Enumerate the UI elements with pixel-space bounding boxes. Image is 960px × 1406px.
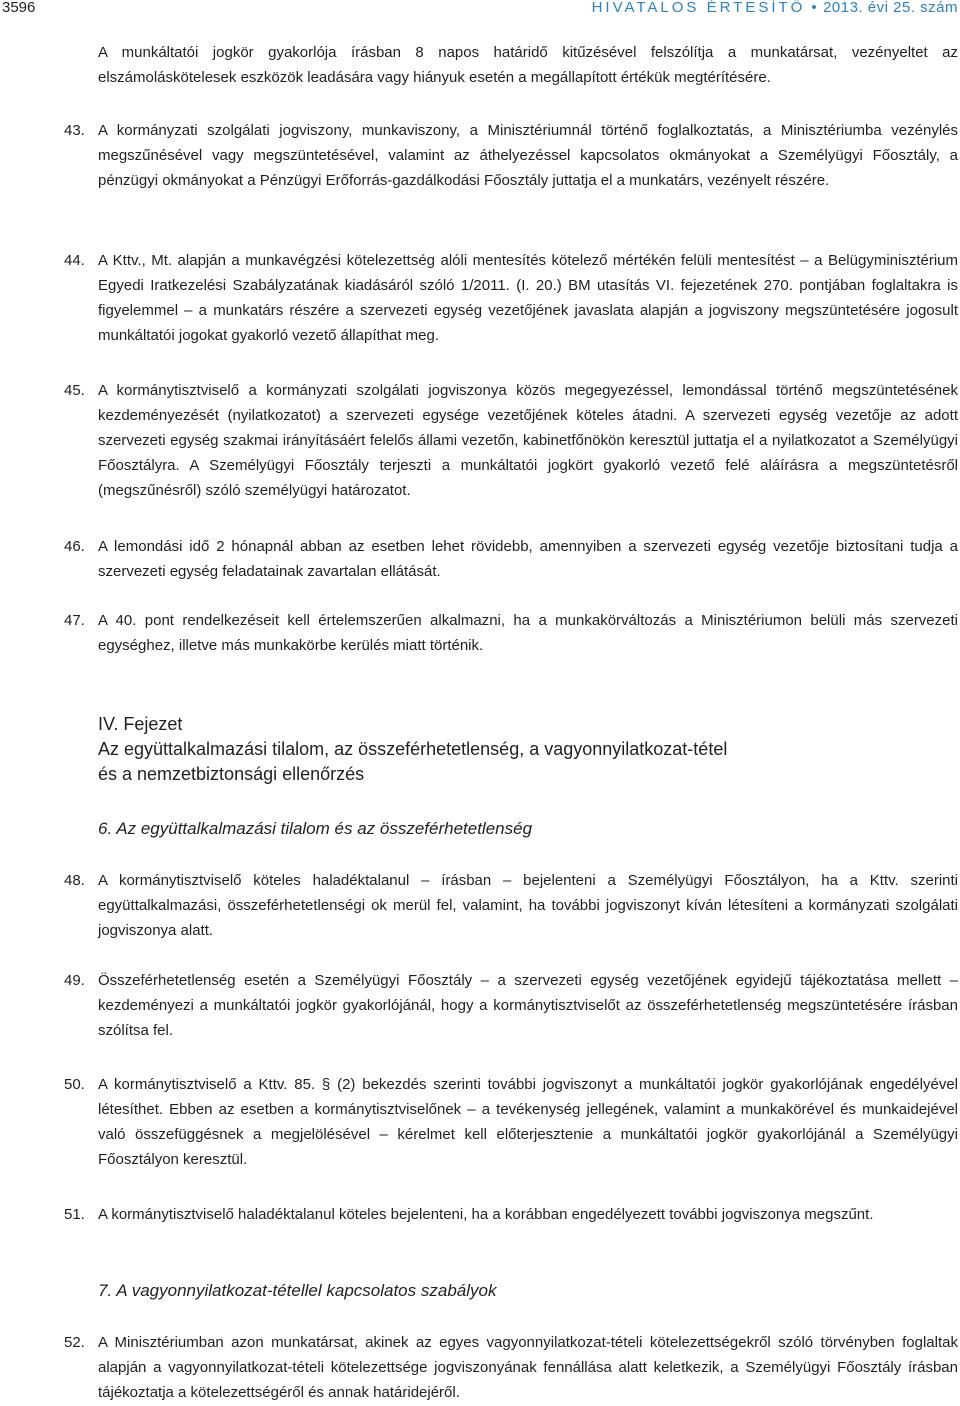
item-text: A kormányzati szolgálati jogviszony, munkaviszony, a Minisztériumnál történő foglalkoztatás, a Minisztériumba vezénylés megszűnésével vagy megszüntetésével, valamint az áthelyezéssel kapcsolatos okmányokat a Személyügyi Főosztály, a pénzügyi okmányokat a Pénzügyi Erőforrás-gazdálkodási Főosztály juttatja el a munkatárs, vezényelt részére. bbox=[98, 122, 958, 189]
item-number: 49. bbox=[64, 972, 85, 989]
page-header bbox=[0, 0, 960, 22]
section-7-title: 7. A vagyonnyilatkozat-tétellel kapcsolatos szabályok bbox=[98, 1281, 497, 1300]
chapter-number: IV. Fejezet bbox=[98, 714, 183, 734]
intro-paragraph: A munkáltatói jogkör gyakorlója írásban 8 napos határidő kitűzésével felszólítja a munkatársat, vezényeltet az elszámoláskötelesek eszközök leadására vagy hiányuk esetén a megállapított értékük megtérítésére. bbox=[98, 44, 958, 86]
list-item-43 bbox=[64, 118, 958, 193]
journal-title: HIVATALOS ÉRTESÍTŐ bbox=[591, 0, 806, 16]
list-item-47 bbox=[64, 608, 958, 658]
list-item-44 bbox=[64, 248, 958, 348]
item-text: A kormánytisztviselő a kormányzati szolgálati jogviszonya közös megegyezéssel, lemondással történő megszüntetésének kezdeményezését (nyilatkozatot) a szervezeti egysége vezetőjének köteles átadni. A szervezeti egység vezetője az adott szervezeti egység szakmai irányításáért felelős állami vezetőn, kabinetfőnökön keresztül juttatja el a nyilatkozatot a Személyügyi Főosztályra. A Személyügyi Főosztály terjeszti a munkáltatói jogkört gyakorló vezető felé aláírásra a megszüntetésről (megszűnésről) szóló személyügyi határozatot. bbox=[98, 382, 958, 499]
item-number: 46. bbox=[64, 538, 85, 555]
issue-label: 2013. évi 25. szám bbox=[823, 0, 958, 16]
item-text: A kormánytisztviselő a Kttv. 85. § (2) bekezdés szerinti további jogviszonyt a munkáltatói jogkör gyakorlójának engedélyével létesíthet. Ebben az esetben a kormánytisztviselőnek – a tevékenység jellegének, valamint a munkakörével és munkaidejével való összefüggésnek a megjelölésével – kérelmet kell előterjesztenie a munkáltatói jogkör gyakorlójánál a Személyügyi Főosztályon keresztül. bbox=[98, 1076, 958, 1168]
running-head bbox=[592, 0, 958, 15]
item-number: 47. bbox=[64, 612, 85, 629]
list-item-49 bbox=[64, 968, 958, 1043]
page-number: 3596 bbox=[2, 0, 36, 16]
item-text: A lemondási idő 2 hónapnál abban az esetben lehet rövidebb, amennyiben a szervezeti egység vezetője biztosítani tudja a szervezeti egység feladatainak zavartalan ellátását. bbox=[98, 538, 958, 580]
chapter-heading bbox=[98, 712, 958, 787]
item-number: 48. bbox=[64, 872, 85, 889]
item-text: A 40. pont rendelkezéseit kell értelemszerűen alkalmazni, ha a munkakörváltozás a Minisztériumon belüli más szervezeti egységhez, illetve más munkakörbe kerülés miatt történik. bbox=[98, 612, 958, 654]
chapter-title-line2: és a nemzetbiztonsági ellenőrzés bbox=[98, 764, 365, 784]
list-item-46 bbox=[64, 534, 958, 584]
item-number: 44. bbox=[64, 252, 85, 269]
list-item-52 bbox=[64, 1330, 958, 1405]
item-number: 43. bbox=[64, 122, 85, 139]
item-number: 51. bbox=[64, 1206, 85, 1223]
section-6-title: 6. Az együttalkalmazási tilalom és az összeférhetetlenség bbox=[98, 819, 533, 838]
item-text: A kormánytisztviselő haladéktalanul köteles bejelenteni, ha a korábban engedélyezett további jogviszonya megszűnt. bbox=[98, 1206, 874, 1223]
separator-bullet-icon: • bbox=[811, 0, 818, 16]
item-text: A kormánytisztviselő köteles haladéktalanul – írásban – bejelenteni a Személyügyi Főosztályon, ha a Kttv. szerinti együttalkalmazási, összeférhetetlenségi ok merül fel, valamint, ha további jogviszonyt kíván létesíteni a kormányzati szolgálati jogviszonya alatt. bbox=[98, 872, 958, 939]
item-number: 52. bbox=[64, 1334, 85, 1351]
item-text: Összeférhetetlenség esetén a Személyügyi Főosztály – a szervezeti egység vezetőjének egyidejű tájékoztatása mellett – kezdeményezi a munkáltatói jogkör gyakorlójánál, hogy a kormánytisztviselőt az összeférhetetlenség megszüntetésére írásban szólítsa fel. bbox=[98, 972, 958, 1039]
list-item-45 bbox=[64, 378, 958, 503]
list-item-50 bbox=[64, 1072, 958, 1172]
item-text: A Minisztériumban azon munkatársat, akinek az egyes vagyonnyilatkozat-tételi kötelezettségekről szóló törvényben foglaltak alapján a vagyonnyilatkozat-tételi kötelezettsége jogviszonyának fennállása alatt keletkezik, a Személyügyi Főosztály írásban tájékoztatja a kötelezettségéről és annak határidejéről. bbox=[98, 1334, 958, 1401]
chapter-title-line1: Az együttalkalmazási tilalom, az összeférhetetlenség, a vagyonnyilatkozat-tétel bbox=[98, 739, 728, 759]
list-item-48 bbox=[64, 868, 958, 943]
item-number: 45. bbox=[64, 382, 85, 399]
list-item-51 bbox=[64, 1202, 958, 1227]
item-text: A Kttv., Mt. alapján a munkavégzési kötelezettség alóli mentesítés kötelező mértékén felüli mentesítést – a Belügyminisztérium Egyedi Iratkezelési Szabályzatának kiadásáról szóló 1/2011. (I. 20.) BM utasítás VI. fejezetének 270. pontjában foglaltakra is figyelemmel – a munkatárs részére a szervezeti egység vezetőjének javaslata alapján a jogviszony megszüntetésére jogosult munkáltatói jogokat gyakorló vezető állapíthat meg. bbox=[98, 252, 958, 344]
item-number: 50. bbox=[64, 1076, 85, 1093]
